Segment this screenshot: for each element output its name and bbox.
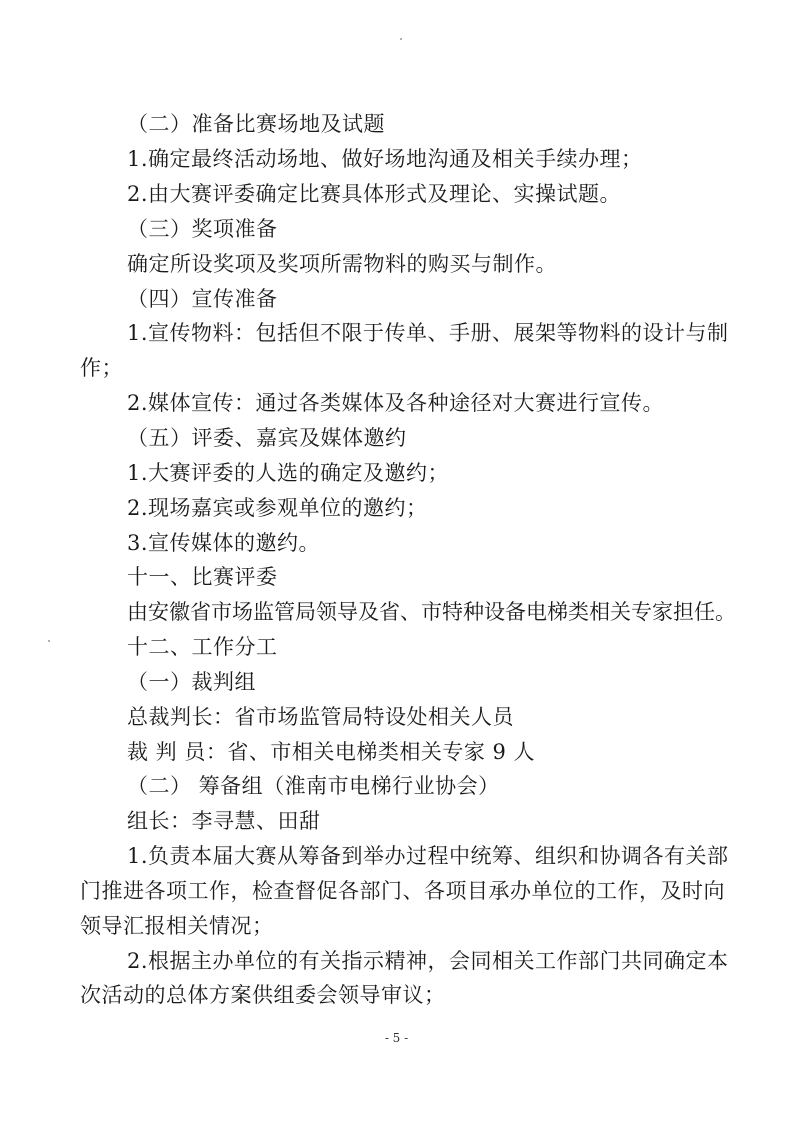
body-line: 1.负责本届大赛从筹备到举办过程中统筹、组织和协调各有关部: [127, 844, 729, 868]
section-heading: （四）宣传准备: [127, 287, 278, 311]
body-line: 1.确定最终活动场地、做好场地沟通及相关手续办理；: [127, 147, 643, 171]
body-line: 确定所设奖项及奖项所需物料的购买与制作。: [127, 252, 557, 276]
body-line: 总裁判长：省市场监管局特设处相关人员: [127, 705, 514, 729]
page-number: - 5 -: [384, 1031, 409, 1045]
body-line: 裁 判 员：省、市相关电梯类相关专家 9 人: [127, 740, 536, 764]
section-heading: （五）评委、嘉宾及媒体邀约: [127, 426, 407, 450]
section-heading: （一）裁判组: [127, 670, 256, 694]
chapter-heading: 十二、工作分工: [127, 635, 278, 659]
body-line: 门推进各项工作，检查督促各部门、各项目承办单位的工作，及时向: [80, 879, 725, 903]
body-line: 作；: [80, 356, 123, 380]
section-heading: （二）准备比赛场地及试题: [127, 112, 385, 136]
section-heading: （二） 筹备组（淮南市电梯行业协会）: [127, 774, 500, 798]
section-heading: （三）奖项准备: [127, 217, 278, 241]
scan-speck: [400, 38, 402, 40]
body-line: 次活动的总体方案供组委会领导审议；: [80, 983, 446, 1007]
group-leader-line: 组长：李寻慧、田甜: [127, 809, 321, 833]
body-line: 1.大赛评委的人选的确定及邀约；: [127, 461, 450, 485]
chapter-heading: 十一、比赛评委: [127, 565, 278, 589]
body-line: 2.媒体宣传：通过各类媒体及各种途径对大赛进行宣传。: [127, 391, 665, 415]
body-line: 2.现场嘉宾或参观单位的邀约；: [127, 496, 428, 520]
body-line: 2.根据主办单位的有关指示精神，会同相关工作部门共同确定本: [127, 949, 729, 973]
body-line: 1.宣传物料：包括但不限于传单、手册、展架等物料的设计与制: [127, 321, 729, 345]
body-line: 由安徽省市场监管局领导及省、市特种设备电梯类相关专家担任。: [127, 600, 736, 624]
body-line: 2.由大赛评委确定比赛具体形式及理论、实操试题。: [127, 182, 622, 206]
scan-speck: [48, 640, 50, 642]
body-line: 3.宣传媒体的邀约。: [127, 531, 321, 555]
body-line: 领导汇报相关情况；: [80, 914, 274, 938]
